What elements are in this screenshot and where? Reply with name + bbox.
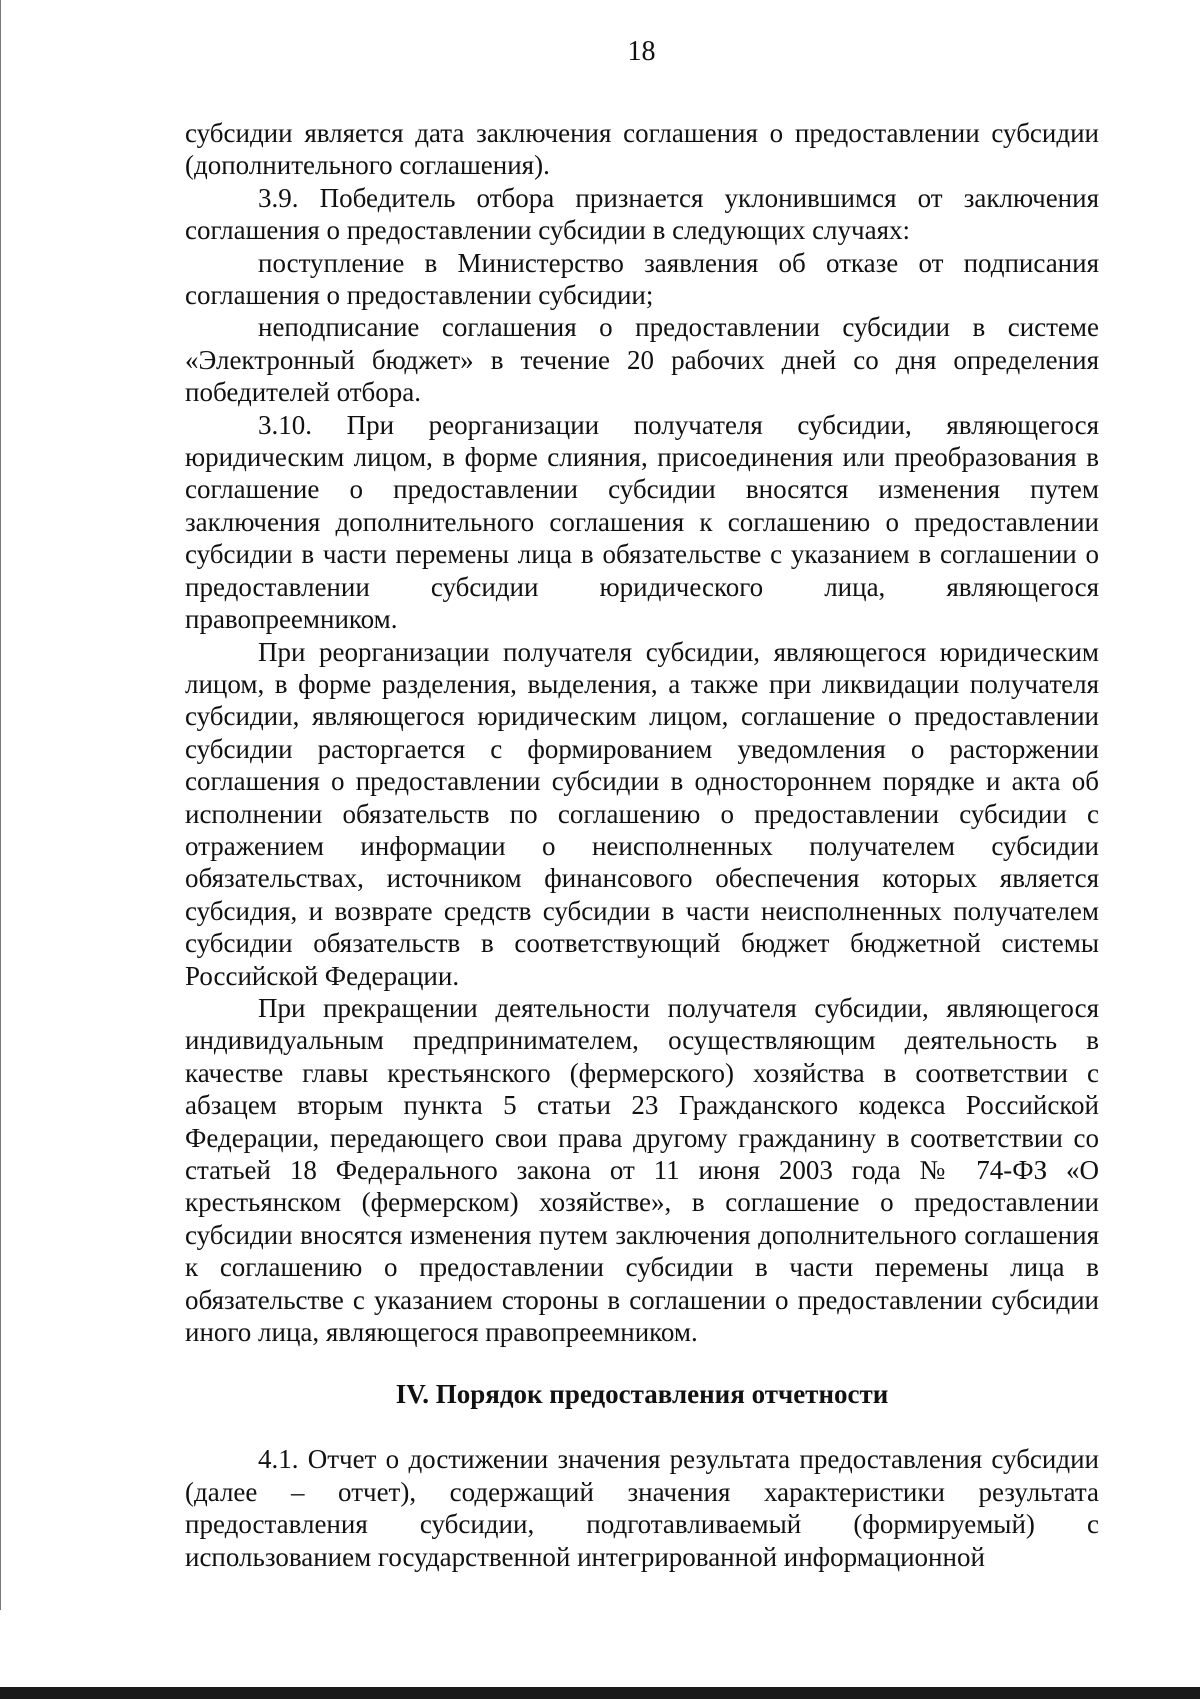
paragraph-4-1: 4.1. Отчет о достижении значения результата предоставления субсидии (далее – отчет), содержащий значения характеристики результата предоставления субсидии, подготавливаемый (формируемый) с использованием государственной интегрированной информационной [185, 1444, 1099, 1572]
scan-left-edge [0, 0, 1, 1610]
scan-bottom-band [0, 1687, 1200, 1699]
paragraph-continuation: субсидии является дата заключения соглашения о предоставлении субсидии (дополнительного соглашения). [185, 118, 1099, 181]
paragraph-3-10: 3.10. При реорганизации получателя субсидии, являющегося юридическим лицом, в форме слияния, присоединения или преобразования в соглашение о предоставлении субсидии вносятся изменения путем заключения дополнительного соглашения к соглашению о предоставлении субсидии в части перемены лица в обязательстве с указанием в соглашении о предоставлении субсидии юридического лица, являющегося правопреемником. [185, 409, 1099, 635]
page-number: 18 [627, 36, 656, 67]
document-body [185, 117, 1099, 1573]
paragraph-termination-of-activity: При прекращении деятельности получателя субсидии, являющегося индивидуальным предпринимателем, осуществляющим деятельность в качестве главы крестьянского (фермерского) хозяйства в соответствии с абзацем вторым пункта 5 статьи 23 Гражданского кодекса Российской Федерации, передающего свои права другому гражданину в соответствии со статьей 18 Федерального закона от 11 июня 2003 года № 74-ФЗ «О крестьянском (фермерском) хозяйстве», в соглашение о предоставлении субсидии вносятся изменения путем заключения дополнительного соглашения к соглашению о предоставлении субсидии в части перемены лица в обязательстве с указанием стороны в соглашении о предоставлении субсидии иного лица, являющегося правопреемником. [185, 992, 1099, 1348]
section-heading: IV. Порядок предоставления отчетности [395, 1379, 889, 1410]
paragraph-3-9: 3.9. Победитель отбора признается уклонившимся от заключения соглашения о предоставлении субсидии в следующих случаях: [185, 182, 1099, 246]
paragraph-3-9-case-2: неподписание соглашения о предоставлении субсидии в системе «Электронный бюджет» в течение 20 рабочих дней со дня определения победителей отбора. [185, 312, 1099, 408]
paragraph-reorganization-separation: При реорганизации получателя субсидии, являющегося юридическим лицом, в форме разделения, выделения, а также при ликвидации получателя субсидии, являющегося юридическим лицом, соглашение о предоставлении субсидии расторгается с формированием уведомления о расторжении соглашения о предоставлении субсидии в одностороннем порядке и акта об исполнении обязательств по соглашению о предоставлении субсидии с отражением информации о неисполненных получателем субсидии обязательствах, источником финансового обеспечения которых является субсидия, и возврате средств субсидии в части неисполненных получателем субсидии обязательств в соответствующий бюджет бюджетной системы Российской Федерации. [185, 636, 1099, 991]
paragraph-3-9-case-1: поступление в Министерство заявления об отказе от подписания соглашения о предоставлении субсидии; [185, 247, 1099, 311]
